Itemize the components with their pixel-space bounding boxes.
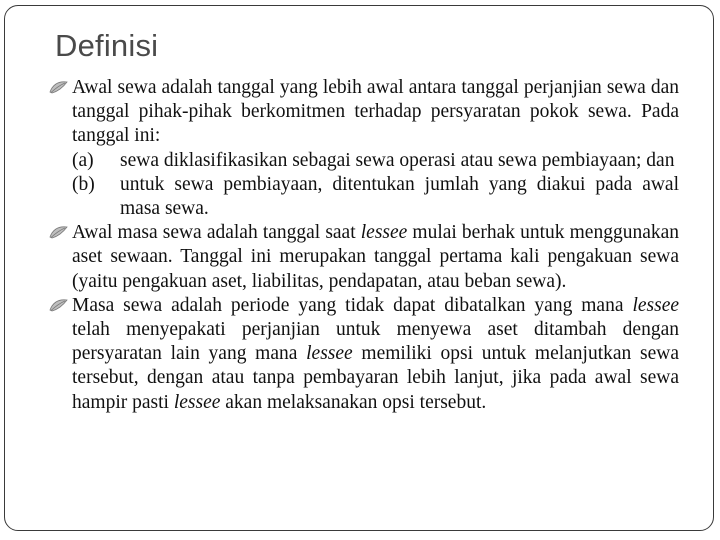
term-masa-sewa: Masa sewa [72,294,163,316]
leaf-bullet-icon [49,298,68,313]
bullet-awal-sewa [45,76,679,221]
italic-term: lessee [173,391,221,413]
bullet-text: adalah tanggal yang lebih awal antara tanggal perjanjian sewa dan tanggal pihak-pihak berkomitmen terhadap persyaratan pokok sewa. Pada tanggal ini: [72,77,680,147]
bullet-masa-sewa [45,294,679,415]
bullet-text: memiliki opsi untuk melanjutkan sewa tersebut, dengan atau tanpa pembayaran lebih lanjut, jika pada awal sewa hampir pasti [72,343,679,413]
term-awal-masa-sewa: Awal masa sewa [72,222,202,244]
sub-item-b [72,173,679,221]
term-awal-sewa: Awal sewa [72,77,157,98]
sub-item-a [72,149,679,173]
sub-item-text: sewa diklasifikasikan sebagai sewa operasi atau sewa pembiayaan; dan [120,149,675,171]
bullet-text: mulai berhak untuk menggunakan aset sewaan. Tanggal ini merupakan tanggal pertama kali pengakuan sewa (yaitu pengakuan aset, liabilitas, pendapatan, atau beban sewa). [72,222,679,292]
sub-item-text: untuk sewa pembiayaan, ditentukan jumlah yang diakui pada awal masa sewa. [120,173,679,220]
sub-item-marker: (b) [72,173,95,195]
sub-item-marker: (a) [72,149,94,171]
italic-term: lessee [306,343,353,365]
slide-frame [4,5,714,531]
bullet-text: adalah tanggal saat [201,222,361,244]
italic-term: lessee [632,294,679,316]
bullet-text: adalah periode yang tidak dapat dibatalkan yang mana [162,294,633,316]
bullet-awal-masa-sewa [45,221,679,294]
leaf-bullet-icon [49,225,68,240]
leaf-bullet-icon [49,80,68,95]
slide-title: Definisi [55,28,159,63]
italic-term: lessee [360,222,408,244]
slide-content [45,76,679,415]
bullet-text: akan melaksanakan opsi tersebut. [220,391,487,413]
bullet-text: telah menyepakati perjanjian untuk menyewa aset ditambah dengan persyaratan lain yang mana [72,319,679,365]
